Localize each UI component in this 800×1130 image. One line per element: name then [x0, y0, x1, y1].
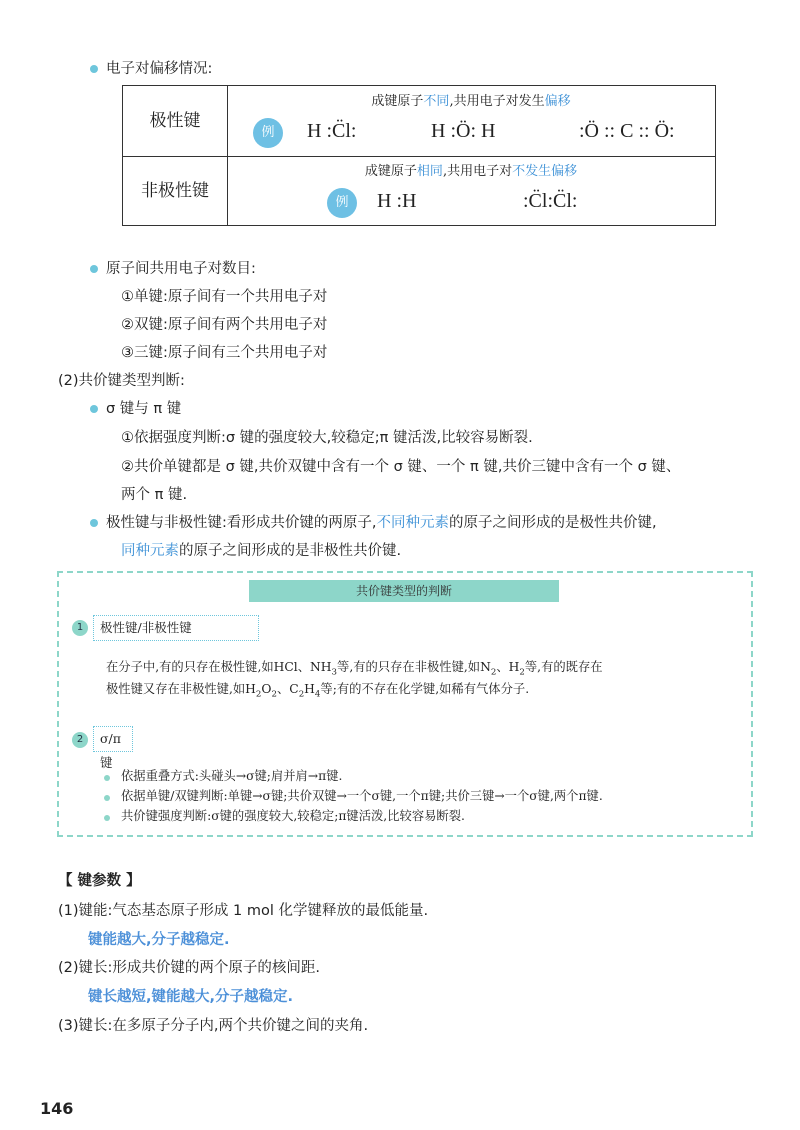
note-banner: 共价键类型的判断: [249, 580, 559, 602]
triple-bond-item: ③三键:原子间有三个共用电子对: [121, 345, 328, 361]
note-sigma-pi-item3: 共价键强度判断:σ键的强度较大,较稳定;π键活泼,比较容易断裂.: [121, 809, 465, 823]
formula-cl2: :C̈l:C̈l:: [523, 190, 578, 212]
formula-hcl: H :C̈l:: [307, 120, 357, 142]
single-bond-item: ①单键:原子间有一个共用电子对: [121, 289, 328, 305]
param-bond-energy-note: 键能越大,分子越稳定.: [88, 932, 230, 948]
bullet-dot: [104, 815, 110, 821]
sigma-pi-line2b: 两个 π 键.: [121, 487, 188, 503]
electron-shift-table: [122, 85, 716, 226]
note-sigma-pi-item2: 依据单键/双键判断:单键→σ键;共价双键→一个σ键,一个π键;共价三键→一个σ键,两个π键.: [121, 789, 603, 803]
example-badge: 例: [253, 118, 283, 148]
note-sigma-pi-item1: 依据重叠方式:头碰头→σ键;肩并肩→π键.: [121, 769, 343, 783]
double-bond-item: ②双键:原子间有两个共用电子对: [121, 317, 328, 333]
heading-bond-type: (2)共价键类型判断:: [58, 373, 185, 389]
heading-shared-pairs: 原子间共用电子对数目:: [106, 261, 256, 277]
bullet-dot: [104, 795, 110, 801]
params-heading: 【 键参数 】: [58, 873, 141, 889]
heading-electron-shift: 电子对偏移情况:: [106, 61, 213, 77]
param-bond-length-note: 键长越短,键能越大,分子越稳定.: [88, 989, 294, 1005]
bullet-dot: [90, 405, 98, 413]
formula-co2: :Ö :: C :: Ö:: [579, 120, 675, 142]
sigma-pi-line2a: ②共价单键都是 σ 键,共价双键中含有一个 σ 键、一个 π 键,共价三键中含有一个 σ 键、: [121, 459, 681, 475]
polar-bond-label: 极性键: [149, 111, 201, 131]
note-title-sigma-pi: σ/π键: [93, 726, 133, 752]
bullet-dot: [90, 519, 98, 527]
polar-bond-desc: 成键原子不同,共用电子对发生偏移: [371, 94, 571, 109]
note-number-2: 2: [72, 732, 88, 748]
bullet-dot: [90, 265, 98, 273]
page-number: 146: [40, 1099, 74, 1118]
formula-h2: H :H: [377, 190, 417, 212]
bullet-dot: [90, 65, 98, 73]
note-polar-text2: 极性键又存在非极性键,如$H_2O_2$、$C_2H_4$等;有的不存在化学键,如稀有气体分子.: [106, 682, 530, 700]
param-bond-length: (2)键长:形成共价键的两个原子的核间距.: [58, 960, 321, 976]
nonpolar-bond-label: 非极性键: [141, 181, 209, 201]
polar-nonpolar-line2: 同种元素的原子之间形成的是非极性共价键.: [121, 543, 402, 559]
param-bond-energy: (1)键能:气态基态原子形成 1 mol 化学键释放的最低能量.: [58, 903, 429, 919]
example-badge: 例: [327, 188, 357, 218]
sigma-pi-heading: σ 键与 π 键: [106, 401, 182, 417]
nonpolar-bond-desc: 成键原子相同,共用电子对不发生偏移: [364, 164, 578, 179]
param-bond-angle: (3)键长:在多原子分子内,两个共价键之间的夹角.: [58, 1018, 369, 1034]
note-polar-text1: 在分子中,有的只存在极性键,如HCl、$NH_3$等,有的只存在非极性键,如$N_2$、$H_2$等,有的既存在: [106, 660, 603, 678]
polar-nonpolar-line1: 极性键与非极性键:看形成共价键的两原子,不同种元素的原子之间形成的是极性共价键,: [106, 515, 657, 531]
note-title-polar: 极性键/非极性键: [93, 615, 259, 641]
sigma-pi-line1: ①依据强度判断:σ 键的强度较大,较稳定;π 键活泼,比较容易断裂.: [121, 430, 533, 446]
note-number-1: 1: [72, 620, 88, 636]
bullet-dot: [104, 775, 110, 781]
formula-h2o: H :Ö: H: [431, 120, 496, 142]
